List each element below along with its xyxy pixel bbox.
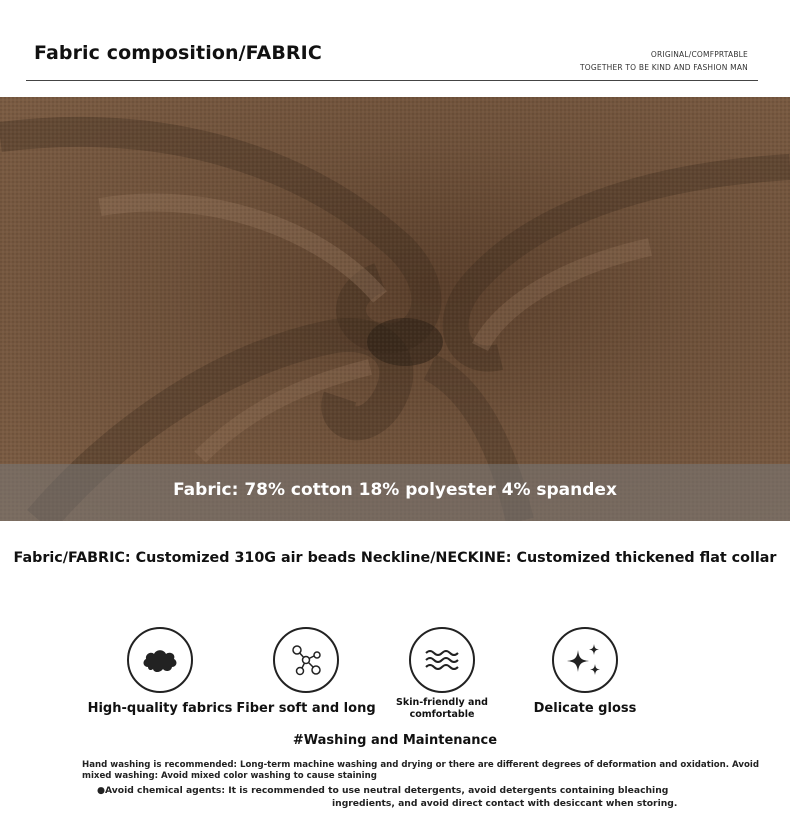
- washing-note-3: ●Avoid chemical agents: It is recommended to use neutral detergents, avoid detergents containing bleaching: [97, 785, 669, 796]
- wave-icon: [409, 627, 475, 693]
- tagline-line-2: TOGETHER TO BE KIND AND FASHION MAN: [579, 63, 748, 72]
- feature-label-line-2: comfortable: [409, 709, 475, 720]
- feature-high-quality: [80, 627, 240, 716]
- feature-label-line-1: Skin-friendly and: [396, 697, 488, 708]
- washing-note-4: ingredients, and avoid direct contact with desiccant when storing.: [332, 798, 678, 809]
- tagline-line-1: ORIGINAL/COMFPRTABLE: [650, 50, 748, 59]
- washing-note-1: Hand washing is recommended: Long-term machine washing and drying or there are different degrees of deformation and oxidation. Avoid: [82, 760, 760, 770]
- sparkle-icon: [552, 627, 618, 693]
- feature-label: Fiber soft and long: [236, 701, 376, 716]
- feature-delicate-gloss: [505, 627, 665, 716]
- header-tagline: [580, 48, 748, 74]
- header-divider: [26, 80, 758, 81]
- feature-label: Delicate gloss: [533, 701, 637, 716]
- washing-note-2: mixed washing: Avoid mixed color washing to cause staining: [82, 771, 377, 781]
- cloud-icon: [127, 627, 193, 693]
- spec-line: Fabric/FABRIC: Customized 310G air beads Neckline/NECKINE: Customized thickened flat collar: [13, 550, 777, 566]
- fabric-composition-text: Fabric: 78% cotton 18% polyester 4% spandex: [173, 480, 617, 500]
- feature-label: [362, 697, 522, 721]
- page-title: Fabric composition/FABRIC: [34, 42, 322, 64]
- feature-skin-friendly: [362, 627, 522, 721]
- molecule-icon: [273, 627, 339, 693]
- washing-title: #Washing and Maintenance: [292, 733, 498, 748]
- feature-label: High-quality fabrics: [87, 701, 233, 716]
- fabric-photo: [0, 97, 790, 521]
